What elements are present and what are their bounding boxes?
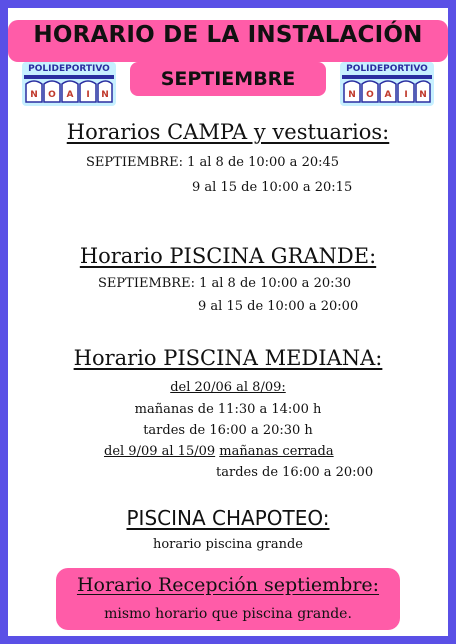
logo-letter-a: A [66, 90, 74, 100]
piscina-mediana-range-2-row [104, 444, 334, 459]
logo-polideportivo-noain-left [22, 62, 116, 106]
recepcion-line-1: mismo horario que piscina grande. [104, 606, 352, 622]
campa-heading: Horarios CAMPA y vestuarios: [66, 120, 390, 144]
logo-polideportivo-noain-right [340, 62, 434, 106]
piscina-mediana-heading: Horario PISCINA MEDIANA: [73, 346, 383, 370]
piscina-grande-line-1: SEPTIEMBRE: 1 al 8 de 10:00 a 20:30 [98, 276, 352, 291]
piscina-grande-heading: Horario PISCINA GRANDE: [79, 244, 377, 268]
logo-arches-icon [340, 74, 434, 104]
logo-arches-icon [22, 74, 116, 104]
piscina-mediana-line-2: tardes de 16:00 a 20:30 h [143, 423, 313, 438]
logo-letter-o: O [366, 90, 374, 100]
logo-text: POLIDEPORTIVO [346, 64, 428, 74]
main-title: HORARIO DE LA INSTALACIÓN [33, 22, 423, 48]
logo-letter-a: A [384, 90, 392, 100]
logo-letter-i: I [86, 90, 90, 100]
campa-line-2: 9 al 15 de 10:00 a 20:15 [192, 180, 353, 195]
logo-letter-n: N [348, 90, 356, 100]
piscina-mediana-range-1: del 20/06 al 8/09: [170, 380, 286, 395]
logo-letter-n: N [30, 90, 38, 100]
chapoteo-heading: PISCINA CHAPOTEO: [126, 506, 330, 530]
campa-line-1: SEPTIEMBRE: 1 al 8 de 10:00 a 20:45 [86, 155, 340, 170]
logo-text: POLIDEPORTIVO [28, 64, 110, 74]
logo-letter-i: I [404, 90, 408, 100]
logo-letter-n2: N [101, 90, 109, 100]
piscina-mediana-range-2-note: mañanas cerrada [219, 444, 334, 459]
piscina-mediana-line-3: tardes de 16:00 a 20:00 [216, 465, 374, 480]
piscina-mediana-range-2: del 9/09 al 15/09 [104, 444, 216, 459]
logo-letter-o: O [48, 90, 56, 100]
chapoteo-line-1: horario piscina grande [152, 537, 303, 552]
logo-letter-n2: N [419, 90, 427, 100]
month-badge: SEPTIEMBRE [130, 62, 326, 96]
recepcion-heading: Horario Recepción septiembre: [76, 574, 380, 596]
piscina-mediana-line-1: mañanas de 11:30 a 14:00 h [134, 402, 322, 417]
piscina-grande-line-2: 9 al 15 de 10:00 a 20:00 [198, 299, 359, 314]
